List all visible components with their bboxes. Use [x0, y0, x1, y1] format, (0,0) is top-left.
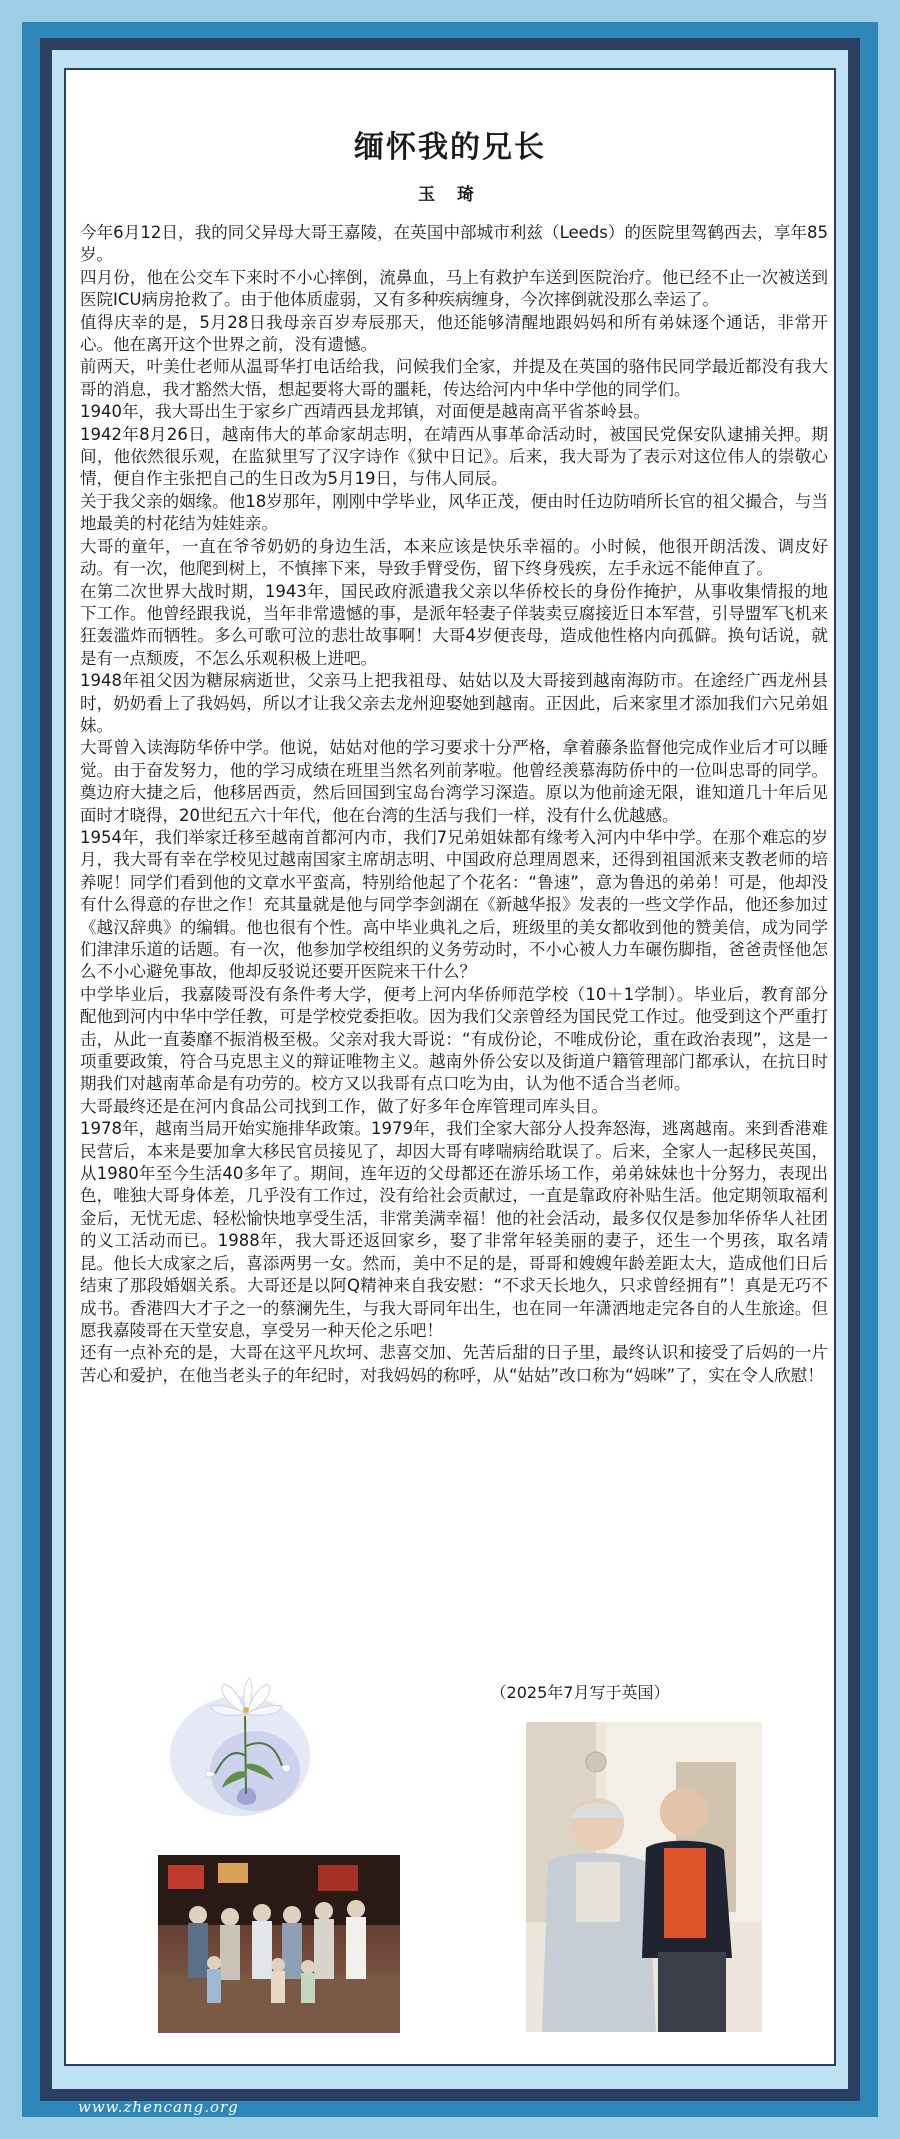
article-title: 缅怀我的兄长: [354, 130, 546, 165]
paragraph: 前两天，叶美仕老师从温哥华打电话给我，问候我们全家，并提及在英国的骆伟民同学最近都没有我大哥的消息，我才豁然大悟，想起要将大哥的噩耗，传达给河内中华中学他的同学们。: [80, 357, 828, 399]
paragraph: 在第二次世界大战时期，1943年，国民政府派遣我父亲以华侨校长的身份作掩护，从事收集情报的地下工作。他曾经跟我说，当年非常遗憾的事，是派年轻妻子佯装卖豆腐接近日本军营，引导盟军飞机来狂轰滥炸而牺牲。多么可歌可泣的悲壮故事啊！大哥4岁便丧母，造成他性格内向孤僻。换句话说，就是有一点颓废，不怎么乐观积极上进吧。: [80, 581, 828, 668]
paragraph: 大哥曾入读海防华侨中学。他说，姑姑对他的学习要求十分严格，拿着藤条监督他完成作业后才可以睡觉。由于奋发努力，他的学习成绩在班里当然名列前茅啦。他曾经羡慕海防侨中的一位叫忠哥的同学。奠边府大捷之后，他移居西贡，然后回国到宝岛台湾学习深造。原以为他前途无限，谁知道几十年后见面时才晓得，20世纪五六十年代，他在台湾的生活与我们一样，没有什么优越感。: [80, 738, 828, 825]
paragraph: 1940年，我大哥出生于家乡广西靖西县龙邦镇，对面便是越南高平省茶岭县。: [80, 402, 650, 422]
paragraph: 四月份，他在公交车下来时不小心摔倒，流鼻血，马上有救护车送到医院治疗。他已经不止一次被送到医院ICU病房抢救了。由于他体质虚弱，又有多种疾病缠身，今次摔倒就没那么幸运了。: [80, 267, 828, 310]
paragraph: 大哥最终还是在河内食品公司找到工作，做了好多年仓库管理司库头目。: [80, 1096, 608, 1116]
article-author: 玉 琦: [418, 185, 482, 205]
paragraph: 1978年，越南当局开始实施排华政策。1979年，我们全家大部分人投奔怒海，逃离越南。来到香港难民营后，本来是要加拿大移民官员接见了，却因大哥有哮喘病给耽误了。后来，全家人一起移民英国，从1980年至今生活40多年了。期间，连年迈的父母都还在游乐场工作，弟弟妹妹也十分努力，表现出色，唯独大哥身体差，几乎没有工作过，没有给社会贡献过，一直是靠政府补贴生活。他定期领取福利金后，无忧无虑、轻松愉快地享受生活，非常美满幸福！他的社会活动，最多仅仅是参加华侨华人社团的义工活动而已。1988年，我大哥还返回家乡，娶了非常年轻美丽的妻子，还生一个男孩，取名靖昆。他长大成家之后，喜添两男一女。然而，美中不足的是，哥哥和嫂嫂年龄差距太大，造成他们日后结束了那段婚姻关系。大哥还是以阿Q精神来自我安慰：“不求天长地久，只求曾经拥有”！真是无巧不成书。香港四大才子之一的蔡澜先生，与我大哥同年出生，也在同一年潇洒地走完各自的人生旅途。但愿我嘉陵哥在天堂安息，享受另一种天伦之乐吧！: [80, 1119, 828, 1340]
paragraph: 关于我父亲的姻缘。他18岁那年，刚刚中学毕业，风华正茂，便由时任边防哨所长官的祖父撮合，与当地最美的村花结为娃娃亲。: [80, 491, 828, 534]
paragraph: 还有一点补充的是，大哥在这平凡坎坷、悲喜交加、先苦后甜的日子里，最终认识和接受了后妈的一片苦心和爱护，在他当老头子的年纪时，对我妈妈的称呼，从“姑姑”改口称为“妈咪”了，实在令人欣慰！: [80, 1343, 828, 1385]
paragraph: 1948年祖父因为糖尿病逝世，父亲马上把我祖母、姑姑以及大哥接到越南海防市。在途经广西龙州县时，奶奶看上了我妈妈，所以才让我父亲去龙州迎娶她到越南。正因此，后来家里才添加我们六兄弟姐妹。: [80, 671, 828, 735]
paragraph: 1954年，我们举家迁移至越南首都河内市，我们7兄弟姐妹都有缘考入河内中华中学。在那个难忘的岁月，我大哥有幸在学校见过越南国家主席胡志明、中国政府总理周恩来，还得到祖国派来支教老师的培养呢！同学们看到他的文章水平蛮高，特别给他起了个花名：“鲁速”，意为鲁迅的弟弟！可是，他却没有什么得意的存世之作！充其量就是他与同学李剑湖在《新越华报》发表的一些文学作品，他还参加过《越汉辞典》的编辑。他也很有个性。高中毕业典礼之后，班级里的美女都收到他的赞美信，成为同学们津津乐道的话题。有一次，他参加学校组织的义务劳动时，不小心被人力车碾伤脚指，爸爸责怪他怎么不小心避免事故，他却反驳说还要开医院来干什么？: [80, 827, 828, 982]
paragraph: 中学毕业后，我嘉陵哥没有条件考大学，便考上河内华侨师范学校（10＋1学制）。毕业后，教育部分配他到河内中华中学任教，可是学校党委拒收。因为我们父亲曾经为国民党工作过。他受到这个严重打击，从此一直萎靡不振消极至极。父亲对我大哥说：“有成份论，不唯成份论，重在政治表现”，这是一项重要政策，符合马克思主义的辩证唯物主义。越南外侨公安以及街道户籍管理部门都承认，在抗日时期我们对越南革命是有功劳的。校方又以我哥有点口吃为由，认为他不适合当老师。: [80, 984, 828, 1094]
article-body: [80, 222, 828, 1387]
paragraph: 1942年8月26日，越南伟大的革命家胡志明，在靖西从事革命活动时，被国民党保安队逮捕关押。期间，他依然很乐观，在监狱里写了汉字诗作《狱中日记》。后来，我大哥为了表示对这位伟人的崇敬心情，便自作主张把自己的生日改为5月19日，与伟人同辰。: [80, 424, 828, 489]
paragraph: 大哥的童年，一直在爷爷奶奶的身边生活，本来应该是快乐幸福的。小时候，他很开朗活泼、调皮好动。有一次，他爬到树上，不慎摔下来，导致手臂受伤，留下终身残疾，左手永远不能伸直了。: [80, 536, 828, 579]
lily-illustration: [160, 1676, 330, 1826]
paragraph: 值得庆幸的是，5月28日我母亲百岁寿辰那天，他还能够清醒地跟妈妈和所有弟妹逐个通话，非常开心。他在离开这个世界之前，没有遗憾。: [80, 312, 828, 355]
paragraph: 今年6月12日，我的同父异母大哥王嘉陵，在英国中部城市利兹（Leeds）的医院里驾鹤西去，享年85岁。: [80, 223, 828, 265]
dateline: （2025年7月写于英国）: [490, 1683, 670, 1702]
brothers-photo: [526, 1722, 762, 2032]
site-watermark: www.zhencang.org: [78, 2098, 239, 2116]
family-group-photo: [158, 1855, 400, 2033]
